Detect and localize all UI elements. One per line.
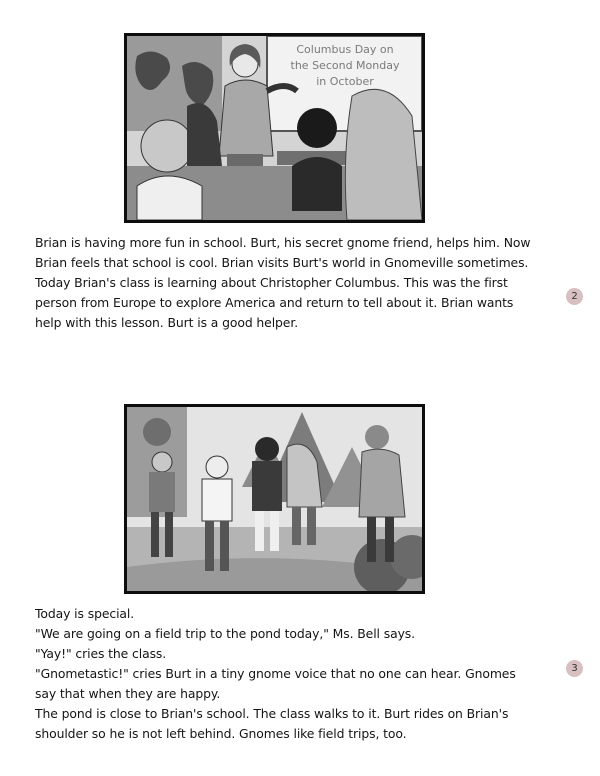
text-line: "Yay!" cries the class. (35, 646, 167, 661)
page-number-badge: 2 (566, 288, 583, 305)
text-line: person from Europe to explore America and return to tell about it. Brian wants (35, 295, 514, 310)
text-line: The pond is close to Brian's school. The class walks to it. Burt rides on Brian's (35, 706, 509, 721)
text-line: shoulder so he is not left behind. Gnomes like field trips, too. (35, 726, 407, 741)
classroom-illustration (124, 33, 425, 223)
text-line: Brian is having more fun in school. Burt, his secret gnome friend, helps him. Now (35, 235, 531, 250)
text-line: Today is special. (35, 606, 135, 621)
story-paragraph-page-2 (35, 233, 555, 333)
text-line: say that when they are happy. (35, 686, 221, 701)
board-line-3: in October (316, 75, 374, 88)
field-trip-illustration (124, 404, 425, 594)
text-line: "Gnometastic!" cries Burt in a tiny gnome voice that no one can hear. Gnomes (35, 666, 516, 681)
page-number-badge: 3 (566, 660, 583, 677)
field-trip-drawing (127, 407, 422, 591)
board-line-1: Columbus Day on (296, 43, 394, 56)
classroom-drawing (127, 36, 422, 220)
text-line: help with this lesson. Burt is a good helper. (35, 315, 299, 330)
text-line: Today Brian's class is learning about Christopher Columbus. This was the first (35, 275, 508, 290)
story-paragraph-page-3 (35, 604, 555, 744)
text-line: Brian feels that school is cool. Brian visits Burt's world in Gnomeville sometimes. (35, 255, 529, 270)
text-line: "We are going on a field trip to the pond today," Ms. Bell says. (35, 626, 415, 641)
board-line-2: the Second Monday (290, 59, 400, 72)
